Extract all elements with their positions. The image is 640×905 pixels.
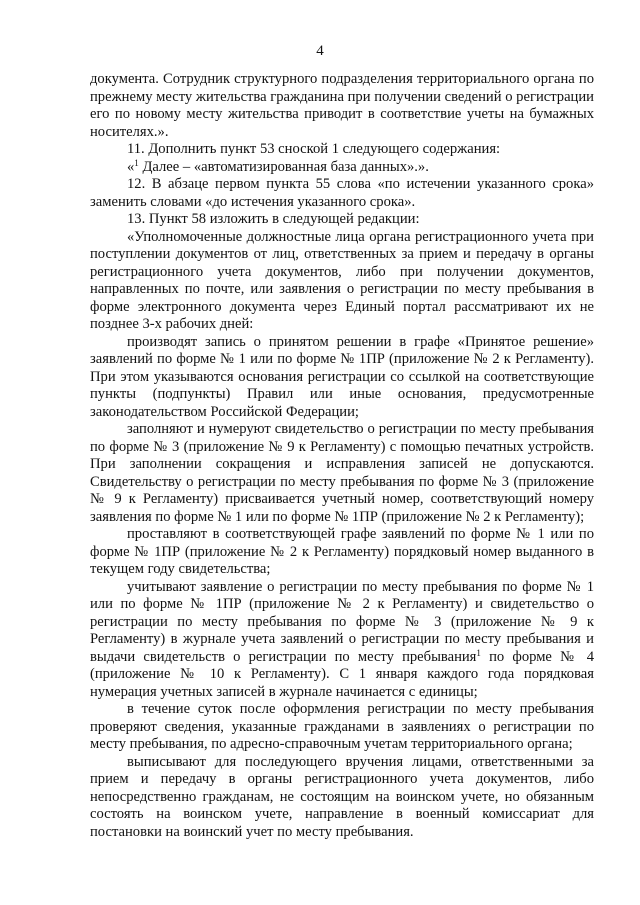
paragraph	[90, 176, 594, 211]
paragraph-text: учитывают заявление о регистрации по месту пребывания по форме № 1 или по форме № 1ПР (приложение № 2 к Регламенту) и свидетельство о регистрации по месту пребывания по форме № 3 (приложение № 9 к Регламенту) в журнале учета заявлений о регистрации по месту пребывания и выдачи свидетельств о регистрации по месту пребывания	[90, 578, 594, 665]
paragraph-text: производят запись о принятом решении в графе «Принятое решение» заявлений по форме № 1 или по форме № 1ПР (приложение № 2 к Регламенту). При этом указываются основания регистрации со ссылкой на соответствующие пункты (подпункты) Правил или иные основания, предусмотренные законодательством Российской Федерации;	[90, 333, 594, 420]
paragraph	[90, 229, 594, 334]
paragraph	[90, 421, 594, 526]
paragraph	[90, 141, 594, 159]
document-body	[90, 71, 594, 841]
paragraph-text: 12. В абзаце первом пункта 55 слова «по истечении указанного срока» заменить словами «до истечения указанного срока».	[90, 176, 594, 210]
paragraph-text: «	[127, 158, 135, 175]
paragraph	[90, 159, 594, 177]
paragraph	[90, 579, 594, 702]
paragraph	[90, 334, 594, 422]
page-number: 4	[316, 43, 324, 59]
paragraph	[90, 211, 594, 229]
paragraph	[90, 701, 594, 754]
paragraph-text: в течение суток после оформления регистрации по месту пребывания проверяют сведения, указанные гражданами в заявлениях о регистрации по месту пребывания, по адресно-справочным учетам территориального органа;	[90, 701, 594, 752]
paragraph	[90, 71, 594, 141]
paragraph-text: 11. Дополнить пункт 53 сноской 1 следующего содержания:	[127, 141, 501, 157]
paragraph-text: Далее – «автоматизированная база данных».».	[138, 158, 429, 175]
paragraph-text: заполняют и нумеруют свидетельство о регистрации по месту пребывания по форме № 3 (приложение № 9 к Регламенту) с помощью печатных устройств. При заполнении сокращения и исправления записей не допускаются. Свидетельству о регистрации по месту пребывания по форме № 3 (приложение № 9 к Регламенту) присваивается учетный номер, соответствующий номеру заявления по форме № 1 или по форме № 1ПР (приложение № 2 к Регламенту);	[90, 421, 594, 525]
paragraph	[90, 754, 594, 842]
paragraph-text: документа. Сотрудник структурного подразделения территориального органа по прежнему месту жительства гражданина при получении сведений о регистрации его по новому месту жительства приводит в соответствие учеты на бумажных носителях.».	[90, 71, 594, 140]
footnote-marker: 1	[476, 647, 481, 658]
paragraph-text: выписывают для последующего вручения лицами, ответственными за прием и передачу в органы регистрационного учета документов, либо непосредственно гражданам, не состоящим на воинском учете, но обязанным состоять на воинском учете, направление в военный комиссариат для постановки на воинский учет по месту пребывания.	[90, 753, 594, 840]
paragraph-text: «Уполномоченные должностные лица органа регистрационного учета при поступлении документов от лиц, ответственных за прием и передачу в органы регистрационного учета документов, либо при получении документов, направленных по почте, или заявления о регистрации по месту пребывания в форме электронного документа через Единый портал рассматривают их не позднее 3-х рабочих дней:	[90, 228, 594, 332]
footnote-marker: 1	[134, 157, 139, 168]
paragraph	[90, 526, 594, 579]
paragraph-text: проставляют в соответствующей графе заявлений по форме № 1 или по форме № 1ПР (приложение № 2 к Регламенту) порядковый номер выданного в текущем году свидетельства;	[90, 526, 594, 577]
paragraph-text: по форме № 4 (приложение № 10 к Регламенту). С 1 января каждого года порядковая нумерация учетных записей в журнале начинается с единицы;	[90, 648, 594, 700]
paragraph-text: 13. Пункт 58 изложить в следующей редакции:	[127, 211, 420, 227]
